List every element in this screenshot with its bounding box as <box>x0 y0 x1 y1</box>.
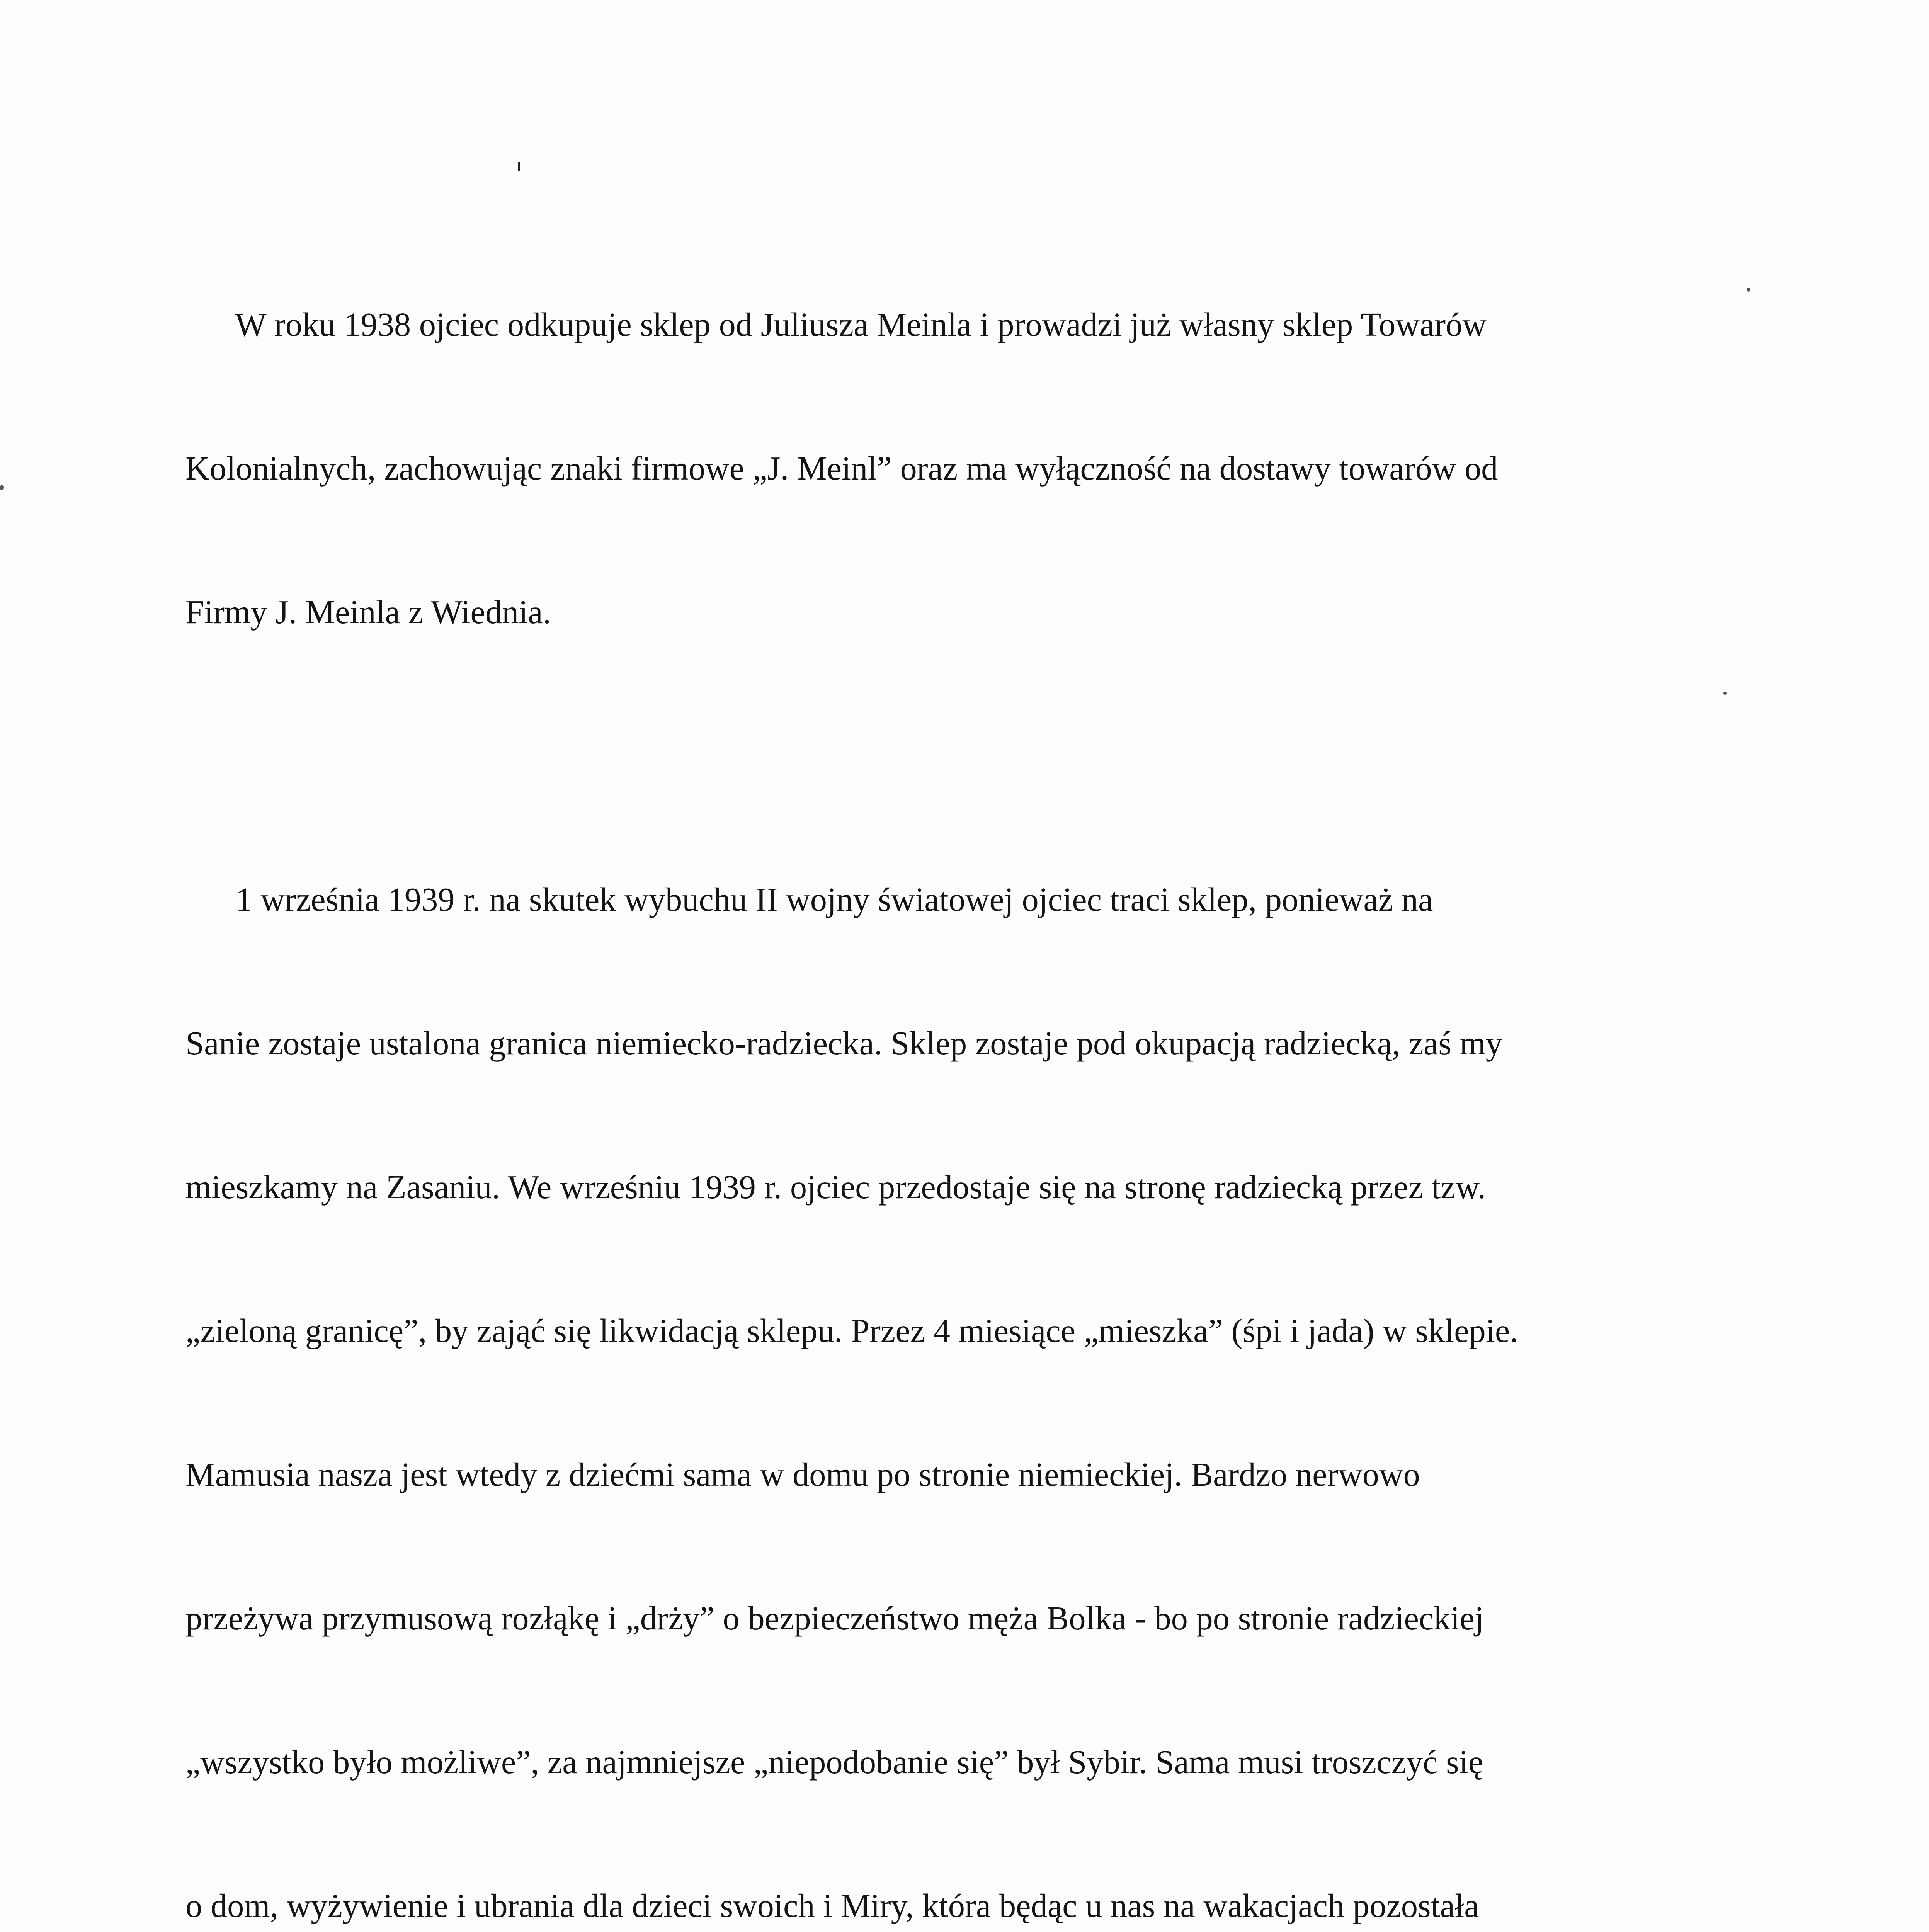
text-line: o dom, wyżywienie i ubrania dla dzieci swoich i Miry, która będąc u nas na wakacjach pozostała <box>185 1887 1479 1924</box>
text-line: 1 września 1939 r. na skutek wybuchu II wojny światowej ojciec traci sklep, ponieważ na <box>185 881 1433 918</box>
text-line: przeżywa przymusową rozłąkę i „drży” o bezpieczeństwo męża Bolka - bo po stronie radzieckiej <box>185 1600 1484 1637</box>
text-line: „zieloną granicę”, by zająć się likwidacją sklepu. Przez 4 miesiące „mieszka” (śpi i jada) w sklepie. <box>185 1312 1518 1349</box>
scan-speck <box>0 485 4 490</box>
text-line: mieszkamy na Zasaniu. We wrześniu 1939 r. ojciec przedostaje się na stronę radziecką przez tzw. <box>185 1168 1486 1206</box>
text-line: W roku 1938 ojciec odkupuje sklep od Juliusza Meinla i prowadzi już własny sklep Towarów <box>185 306 1487 343</box>
scan-speck <box>1747 288 1750 292</box>
blank-line <box>185 732 1754 780</box>
document-body <box>185 205 1754 1932</box>
scan-speck <box>1723 692 1727 695</box>
text-line: Mamusia nasza jest wtedy z dziećmi sama w domu po stronie niemieckiej. Bardzo nerwowo <box>185 1456 1420 1493</box>
text-line: Firmy J. Meinla z Wiednia. <box>185 594 551 631</box>
scan-mark <box>518 162 520 171</box>
text-line: Kolonialnych, zachowując znaki firmowe „J. Meinl” oraz ma wyłączność na dostawy towarów od <box>185 450 1498 487</box>
text-line: Sanie zostaje ustalona granica niemiecko-radziecka. Sklep zostaje pod okupacją radziecką, zaś my <box>185 1025 1503 1062</box>
text-line: „wszystko było możliwe”, za najmniejsze „niepodobanie się” był Sybir. Sama musi troszczyć się <box>185 1743 1483 1781</box>
